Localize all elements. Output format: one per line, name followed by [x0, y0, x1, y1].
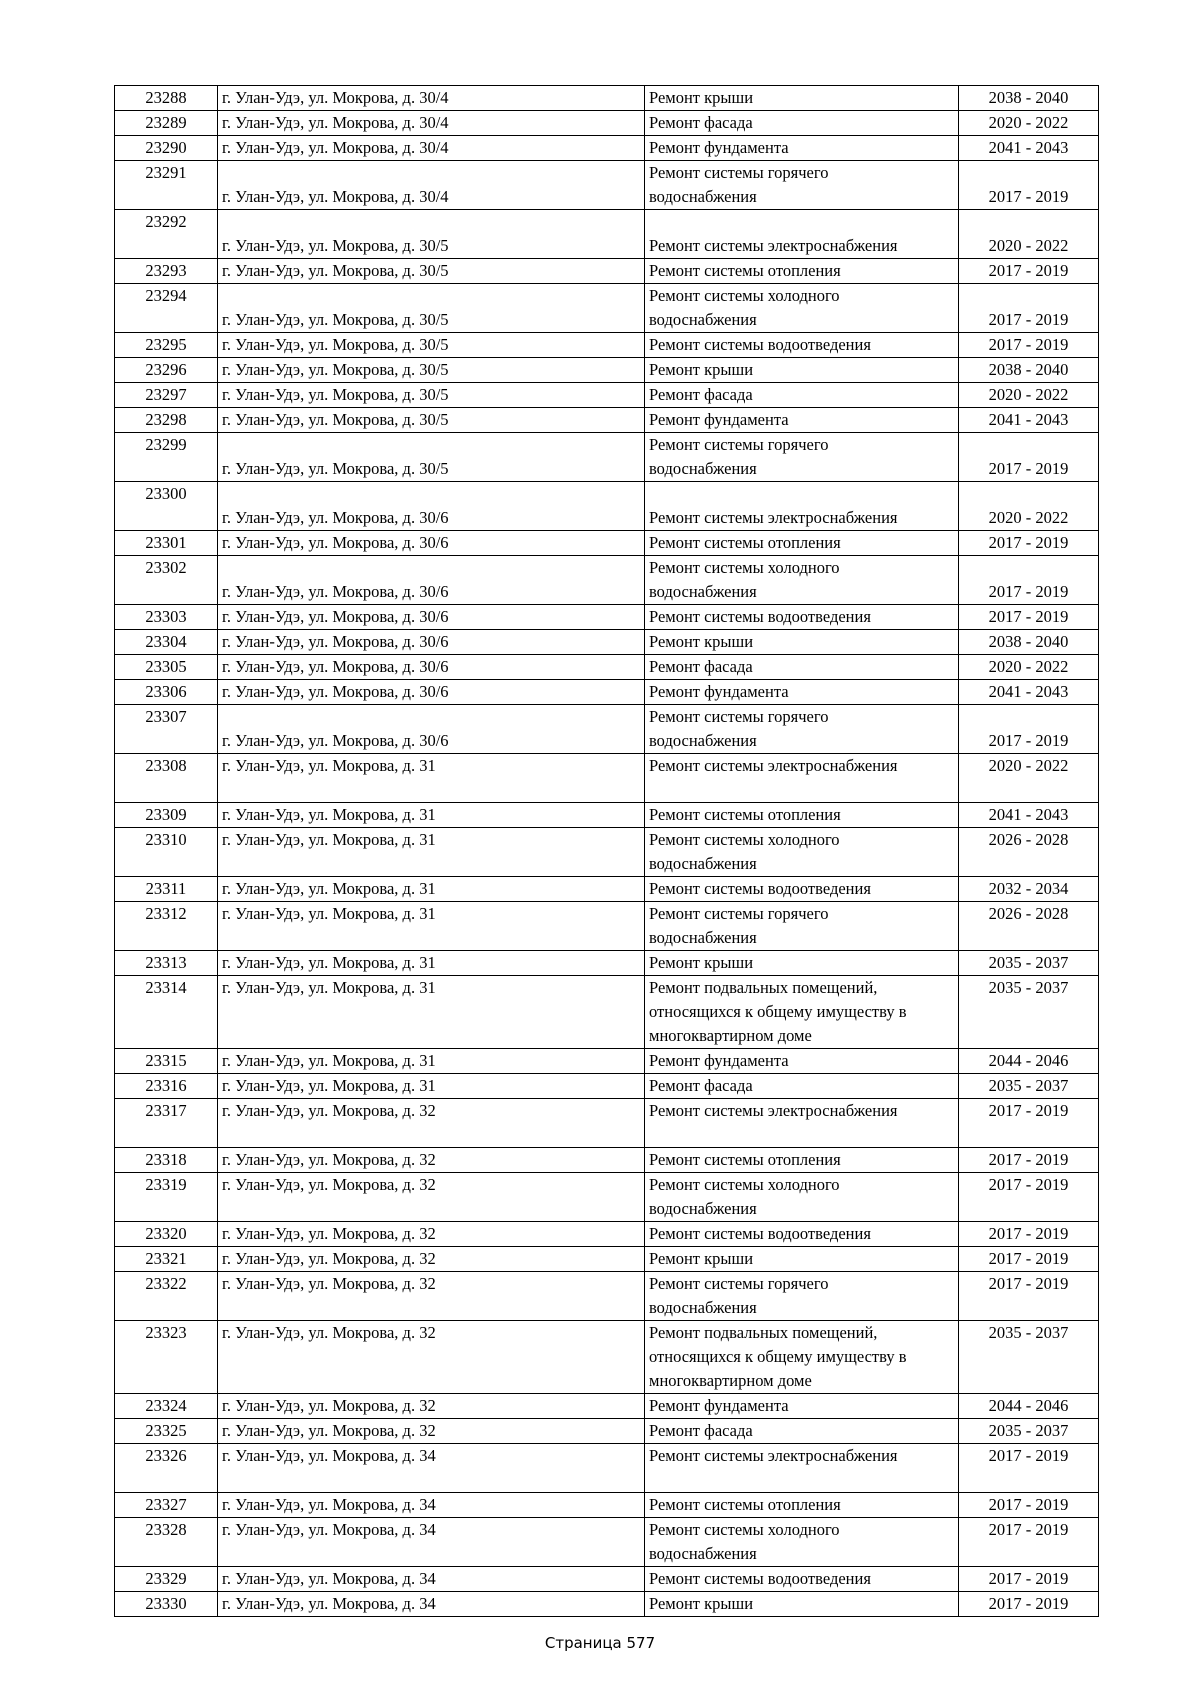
row-address: г. Улан-Удэ, ул. Мокрова, д. 31	[218, 828, 645, 877]
row-work-type: Ремонт системы электроснабжения	[645, 754, 959, 803]
row-number: 23324	[115, 1394, 218, 1419]
row-period: 2017 - 2019	[959, 1518, 1099, 1567]
row-period: 2017 - 2019	[959, 1247, 1099, 1272]
row-number: 23319	[115, 1173, 218, 1222]
row-number: 23300	[115, 482, 218, 531]
row-address: г. Улан-Удэ, ул. Мокрова, д. 32	[218, 1419, 645, 1444]
table-row	[115, 358, 1099, 383]
row-period: 2017 - 2019	[959, 556, 1099, 605]
row-period: 2035 - 2037	[959, 976, 1099, 1049]
row-address: г. Улан-Удэ, ул. Мокрова, д. 31	[218, 877, 645, 902]
row-work-type: Ремонт системы холодного водоснабжения	[645, 556, 959, 605]
table-body	[115, 86, 1099, 1617]
table-row	[115, 111, 1099, 136]
table-row	[115, 210, 1099, 259]
row-period: 2017 - 2019	[959, 433, 1099, 482]
row-number: 23296	[115, 358, 218, 383]
row-number: 23308	[115, 754, 218, 803]
row-address: г. Улан-Удэ, ул. Мокрова, д. 34	[218, 1592, 645, 1617]
row-address: г. Улан-Удэ, ул. Мокрова, д. 30/5	[218, 408, 645, 433]
row-number: 23326	[115, 1444, 218, 1493]
row-address: г. Улан-Удэ, ул. Мокрова, д. 32	[218, 1394, 645, 1419]
row-period: 2017 - 2019	[959, 1493, 1099, 1518]
row-address: г. Улан-Удэ, ул. Мокрова, д. 32	[218, 1247, 645, 1272]
row-work-type: Ремонт крыши	[645, 630, 959, 655]
row-work-type: Ремонт фундамента	[645, 680, 959, 705]
row-work-type: Ремонт системы отопления	[645, 1493, 959, 1518]
row-address: г. Улан-Удэ, ул. Мокрова, д. 30/5	[218, 284, 645, 333]
row-work-type: Ремонт фундамента	[645, 408, 959, 433]
table-row	[115, 655, 1099, 680]
row-period: 2017 - 2019	[959, 333, 1099, 358]
row-number: 23303	[115, 605, 218, 630]
row-work-type: Ремонт крыши	[645, 86, 959, 111]
table-row	[115, 976, 1099, 1049]
row-work-type: Ремонт системы водоотведения	[645, 333, 959, 358]
row-period: 2035 - 2037	[959, 951, 1099, 976]
row-work-type: Ремонт фасада	[645, 111, 959, 136]
row-period: 2020 - 2022	[959, 655, 1099, 680]
table-row	[115, 1049, 1099, 1074]
row-address: г. Улан-Удэ, ул. Мокрова, д. 30/6	[218, 705, 645, 754]
row-address: г. Улан-Удэ, ул. Мокрова, д. 32	[218, 1272, 645, 1321]
row-address: г. Улан-Удэ, ул. Мокрова, д. 30/5	[218, 383, 645, 408]
table-row	[115, 902, 1099, 951]
row-number: 23329	[115, 1567, 218, 1592]
row-period: 2017 - 2019	[959, 1148, 1099, 1173]
table-row	[115, 828, 1099, 877]
row-number: 23322	[115, 1272, 218, 1321]
row-work-type: Ремонт системы отопления	[645, 1148, 959, 1173]
row-address: г. Улан-Удэ, ул. Мокрова, д. 30/4	[218, 136, 645, 161]
row-number: 23315	[115, 1049, 218, 1074]
row-number: 23312	[115, 902, 218, 951]
table-row	[115, 605, 1099, 630]
row-work-type: Ремонт крыши	[645, 1247, 959, 1272]
row-work-type: Ремонт фасада	[645, 655, 959, 680]
row-period: 2038 - 2040	[959, 86, 1099, 111]
table-row	[115, 754, 1099, 803]
table-row	[115, 630, 1099, 655]
row-number: 23325	[115, 1419, 218, 1444]
row-number: 23309	[115, 803, 218, 828]
row-period: 2038 - 2040	[959, 358, 1099, 383]
table-row	[115, 1567, 1099, 1592]
row-period: 2035 - 2037	[959, 1074, 1099, 1099]
row-address: г. Улан-Удэ, ул. Мокрова, д. 30/4	[218, 86, 645, 111]
row-work-type: Ремонт фасада	[645, 383, 959, 408]
row-work-type: Ремонт системы холодного водоснабжения	[645, 284, 959, 333]
row-period: 2017 - 2019	[959, 705, 1099, 754]
row-period: 2026 - 2028	[959, 828, 1099, 877]
table-row	[115, 1419, 1099, 1444]
row-address: г. Улан-Удэ, ул. Мокрова, д. 30/6	[218, 680, 645, 705]
row-number: 23290	[115, 136, 218, 161]
row-work-type: Ремонт системы горячего водоснабжения	[645, 1272, 959, 1321]
row-work-type: Ремонт системы горячего водоснабжения	[645, 161, 959, 210]
row-address: г. Улан-Удэ, ул. Мокрова, д. 30/6	[218, 655, 645, 680]
row-period: 2017 - 2019	[959, 161, 1099, 210]
table-row	[115, 408, 1099, 433]
row-number: 23316	[115, 1074, 218, 1099]
row-address: г. Улан-Удэ, ул. Мокрова, д. 34	[218, 1518, 645, 1567]
table-row	[115, 284, 1099, 333]
row-work-type: Ремонт фундамента	[645, 1394, 959, 1419]
row-period: 2017 - 2019	[959, 531, 1099, 556]
table-row	[115, 1099, 1099, 1148]
row-address: г. Улан-Удэ, ул. Мокрова, д. 30/5	[218, 358, 645, 383]
row-work-type: Ремонт крыши	[645, 951, 959, 976]
table-row	[115, 433, 1099, 482]
row-work-type: Ремонт системы холодного водоснабжения	[645, 1518, 959, 1567]
row-work-type: Ремонт фундамента	[645, 136, 959, 161]
row-work-type: Ремонт системы отопления	[645, 531, 959, 556]
row-number: 23292	[115, 210, 218, 259]
row-number: 23304	[115, 630, 218, 655]
row-address: г. Улан-Удэ, ул. Мокрова, д. 31	[218, 976, 645, 1049]
table-row	[115, 1272, 1099, 1321]
row-address: г. Улан-Удэ, ул. Мокрова, д. 31	[218, 1049, 645, 1074]
row-period: 2035 - 2037	[959, 1321, 1099, 1394]
row-number: 23307	[115, 705, 218, 754]
row-period: 2017 - 2019	[959, 284, 1099, 333]
table-row	[115, 136, 1099, 161]
table-row	[115, 1321, 1099, 1394]
row-address: г. Улан-Удэ, ул. Мокрова, д. 32	[218, 1099, 645, 1148]
table-row	[115, 951, 1099, 976]
row-period: 2017 - 2019	[959, 1099, 1099, 1148]
table-row	[115, 531, 1099, 556]
table-row	[115, 383, 1099, 408]
row-number: 23323	[115, 1321, 218, 1394]
table-row	[115, 803, 1099, 828]
row-address: г. Улан-Удэ, ул. Мокрова, д. 30/6	[218, 531, 645, 556]
row-address: г. Улан-Удэ, ул. Мокрова, д. 30/6	[218, 630, 645, 655]
row-work-type: Ремонт системы водоотведения	[645, 877, 959, 902]
row-number: 23291	[115, 161, 218, 210]
row-number: 23306	[115, 680, 218, 705]
row-address: г. Улан-Удэ, ул. Мокрова, д. 32	[218, 1148, 645, 1173]
row-period: 2020 - 2022	[959, 383, 1099, 408]
row-number: 23295	[115, 333, 218, 358]
row-address: г. Улан-Удэ, ул. Мокрова, д. 30/6	[218, 605, 645, 630]
row-period: 2041 - 2043	[959, 136, 1099, 161]
table-row	[115, 1074, 1099, 1099]
row-work-type: Ремонт крыши	[645, 1592, 959, 1617]
table-row	[115, 333, 1099, 358]
table-row	[115, 705, 1099, 754]
row-address: г. Улан-Удэ, ул. Мокрова, д. 32	[218, 1173, 645, 1222]
row-address: г. Улан-Удэ, ул. Мокрова, д. 30/5	[218, 259, 645, 284]
row-period: 2044 - 2046	[959, 1394, 1099, 1419]
row-period: 2017 - 2019	[959, 605, 1099, 630]
row-number: 23320	[115, 1222, 218, 1247]
row-number: 23288	[115, 86, 218, 111]
row-period: 2020 - 2022	[959, 754, 1099, 803]
row-number: 23289	[115, 111, 218, 136]
row-address: г. Улан-Удэ, ул. Мокрова, д. 32	[218, 1321, 645, 1394]
row-number: 23301	[115, 531, 218, 556]
row-period: 2041 - 2043	[959, 803, 1099, 828]
table-row	[115, 877, 1099, 902]
row-address: г. Улан-Удэ, ул. Мокрова, д. 30/6	[218, 482, 645, 531]
row-work-type: Ремонт системы электроснабжения	[645, 482, 959, 531]
row-period: 2038 - 2040	[959, 630, 1099, 655]
table-row	[115, 1518, 1099, 1567]
row-period: 2041 - 2043	[959, 680, 1099, 705]
row-address: г. Улан-Удэ, ул. Мокрова, д. 30/5	[218, 210, 645, 259]
row-address: г. Улан-Удэ, ул. Мокрова, д. 30/4	[218, 161, 645, 210]
row-address: г. Улан-Удэ, ул. Мокрова, д. 30/5	[218, 333, 645, 358]
row-work-type: Ремонт системы холодного водоснабжения	[645, 1173, 959, 1222]
row-work-type: Ремонт системы водоотведения	[645, 1222, 959, 1247]
row-address: г. Улан-Удэ, ул. Мокрова, д. 31	[218, 803, 645, 828]
row-number: 23311	[115, 877, 218, 902]
row-number: 23297	[115, 383, 218, 408]
table-row	[115, 1493, 1099, 1518]
table-row	[115, 1148, 1099, 1173]
row-period: 2017 - 2019	[959, 1173, 1099, 1222]
row-work-type: Ремонт системы отопления	[645, 259, 959, 284]
row-period: 2017 - 2019	[959, 1272, 1099, 1321]
row-work-type: Ремонт системы электроснабжения	[645, 1099, 959, 1148]
table-row	[115, 482, 1099, 531]
row-work-type: Ремонт фасада	[645, 1419, 959, 1444]
row-address: г. Улан-Удэ, ул. Мокрова, д. 34	[218, 1493, 645, 1518]
table-row	[115, 1592, 1099, 1617]
row-number: 23327	[115, 1493, 218, 1518]
row-work-type: Ремонт подвальных помещений, относящихся к общему имуществу в многоквартирном доме	[645, 976, 959, 1049]
row-work-type: Ремонт системы водоотведения	[645, 605, 959, 630]
row-period: 2017 - 2019	[959, 1444, 1099, 1493]
row-period: 2044 - 2046	[959, 1049, 1099, 1074]
row-number: 23293	[115, 259, 218, 284]
row-work-type: Ремонт фундамента	[645, 1049, 959, 1074]
row-address: г. Улан-Удэ, ул. Мокрова, д. 31	[218, 1074, 645, 1099]
row-number: 23305	[115, 655, 218, 680]
row-period: 2035 - 2037	[959, 1419, 1099, 1444]
row-address: г. Улан-Удэ, ул. Мокрова, д. 30/6	[218, 556, 645, 605]
table-row	[115, 1444, 1099, 1493]
row-work-type: Ремонт подвальных помещений, относящихся к общему имуществу в многоквартирном доме	[645, 1321, 959, 1394]
row-number: 23328	[115, 1518, 218, 1567]
row-number: 23318	[115, 1148, 218, 1173]
row-period: 2017 - 2019	[959, 259, 1099, 284]
table-row	[115, 1222, 1099, 1247]
table-row	[115, 259, 1099, 284]
row-number: 23294	[115, 284, 218, 333]
row-work-type: Ремонт системы холодного водоснабжения	[645, 828, 959, 877]
row-work-type: Ремонт системы водоотведения	[645, 1567, 959, 1592]
row-address: г. Улан-Удэ, ул. Мокрова, д. 31	[218, 902, 645, 951]
row-address: г. Улан-Удэ, ул. Мокрова, д. 31	[218, 754, 645, 803]
row-work-type: Ремонт системы электроснабжения	[645, 1444, 959, 1493]
row-address: г. Улан-Удэ, ул. Мокрова, д. 34	[218, 1567, 645, 1592]
table-row	[115, 86, 1099, 111]
row-work-type: Ремонт системы горячего водоснабжения	[645, 902, 959, 951]
row-work-type: Ремонт системы горячего водоснабжения	[645, 705, 959, 754]
page-footer: Страница 577	[544, 1634, 656, 1652]
row-number: 23302	[115, 556, 218, 605]
row-address: г. Улан-Удэ, ул. Мокрова, д. 34	[218, 1444, 645, 1493]
table-row	[115, 1173, 1099, 1222]
repair-schedule-table	[114, 85, 1099, 1617]
row-number: 23310	[115, 828, 218, 877]
row-work-type: Ремонт системы горячего водоснабжения	[645, 433, 959, 482]
document-page	[114, 85, 1098, 1617]
row-period: 2020 - 2022	[959, 482, 1099, 531]
row-period: 2020 - 2022	[959, 111, 1099, 136]
row-work-type: Ремонт крыши	[645, 358, 959, 383]
row-work-type: Ремонт фасада	[645, 1074, 959, 1099]
row-address: г. Улан-Удэ, ул. Мокрова, д. 32	[218, 1222, 645, 1247]
row-period: 2017 - 2019	[959, 1567, 1099, 1592]
table-row	[115, 1394, 1099, 1419]
row-number: 23313	[115, 951, 218, 976]
row-period: 2017 - 2019	[959, 1222, 1099, 1247]
table-row	[115, 680, 1099, 705]
row-number: 23317	[115, 1099, 218, 1148]
row-address: г. Улан-Удэ, ул. Мокрова, д. 30/5	[218, 433, 645, 482]
row-number: 23299	[115, 433, 218, 482]
row-period: 2020 - 2022	[959, 210, 1099, 259]
row-period: 2026 - 2028	[959, 902, 1099, 951]
row-work-type: Ремонт системы электроснабжения	[645, 210, 959, 259]
row-number: 23314	[115, 976, 218, 1049]
row-number: 23321	[115, 1247, 218, 1272]
row-address: г. Улан-Удэ, ул. Мокрова, д. 31	[218, 951, 645, 976]
table-row	[115, 556, 1099, 605]
row-period: 2032 - 2034	[959, 877, 1099, 902]
row-number: 23298	[115, 408, 218, 433]
row-address: г. Улан-Удэ, ул. Мокрова, д. 30/4	[218, 111, 645, 136]
row-number: 23330	[115, 1592, 218, 1617]
table-row	[115, 1247, 1099, 1272]
row-period: 2041 - 2043	[959, 408, 1099, 433]
row-period: 2017 - 2019	[959, 1592, 1099, 1617]
table-row	[115, 161, 1099, 210]
row-work-type: Ремонт системы отопления	[645, 803, 959, 828]
